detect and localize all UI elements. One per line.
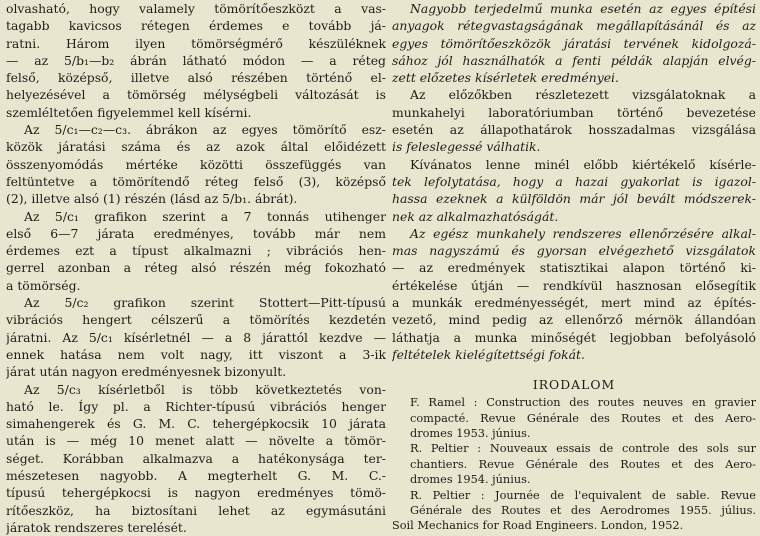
text-line: láthatja a munka minőségét legjobban befolyásoló [392, 329, 756, 345]
text-line: olvasható, hogy valamely tömörítőeszközt a vas- [6, 1, 386, 16]
text-line: zett előzetes kísérletek eredményei. [392, 70, 619, 86]
text-line: feltételek kielégítettségi fokát. [392, 346, 585, 362]
text-line: a munkák eredményességét, mert mind az építés- [392, 295, 756, 311]
reference-line: R. Peltier : Journée de l'equivalent de sable. Revue [410, 488, 756, 502]
reference-line: Générale des Routes et des Aerodromes 1955. július. [410, 503, 756, 517]
text-line: is feleslegessé válhatik. [392, 139, 541, 155]
text-line: séget. Korábban alkalmazva a hatékonysága ter- [6, 450, 386, 466]
text-line: felső, középső, illetve alsó részében történő el- [6, 70, 386, 86]
text-line: esetén az állapothatárok hosszadalmas vizsgálása [392, 122, 756, 138]
text-line: Az egész munkahely rendszeres ellenőrzésére alkal- [410, 225, 756, 241]
text-line: mas nagyszámú és gyorsan elvégezhető vizsgálatok [392, 243, 756, 259]
left-column [6, 0, 386, 536]
reference-line: compacté. Revue Générale des Routes et des Aero- [410, 411, 756, 425]
text-line: közök járatási száma és az azok által előidézett [6, 139, 386, 155]
text-line: első 6—7 járata eredményes, tovább már nem [6, 225, 386, 241]
text-line: tagabb kavicsos rétegen érdemes e tovább já- [6, 18, 386, 34]
text-line: egyes tömörítőeszközök járatási tervének kidolgozá- [392, 35, 756, 51]
text-line: — az 5/b₁—b₂ ábrán látható módon — a réteg [6, 52, 386, 68]
text-line: hassa ezeknek a külföldön már jól bevált módszerek- [392, 191, 756, 207]
text-line: Az 5/c₂ grafikon szerint Stottert—Pitt-típusú [24, 295, 386, 311]
text-line: ható le. Így pl. a Richter-típusú vibrációs henger [6, 398, 386, 414]
text-line: sához jól használhatók a fenti példák alapján elvég- [392, 52, 756, 68]
reference-line: Soil Mechanics for Road Engineers. London, 1952. [392, 519, 684, 533]
text-line: nek az alkalmazhatóságát. [392, 208, 559, 224]
text-line: járatni. Az 5/c₁ kísérletnél — a 8 járattól kezdve — [6, 329, 386, 345]
text-line: simahengerek és G. M. C. tehergépkocsik 10 járata [6, 416, 386, 432]
text-line: járatok rendszeres terelését. [6, 519, 187, 535]
text-line: járat után nagyon eredményesnek bizonyult. [6, 364, 287, 380]
text-line: (2), illetve alsó (1) részén (lásd az 5/b₁. ábrát). [6, 191, 298, 207]
reference-line: dromes 1954. június. [410, 473, 531, 487]
right-column [392, 0, 756, 534]
text-line: típusú tehergépkocsi is nagyon eredményes tömö- [6, 485, 386, 501]
text-line: mészetesen nagyobb. A megterhelt G. M. C.- [6, 468, 386, 484]
text-line: rítőeszköz, ha biztosítani lehet az egymásutáni [6, 502, 386, 518]
text-line: feltüntetve a tömörítendő réteg felső (3), középső [6, 173, 386, 189]
text-line: gerrel azonban a réteg alsó részén még fokozható [6, 260, 386, 276]
text-line: vezető, mind pedig az ellenőrző mérnök állandóan [392, 312, 756, 328]
text-line: munkahelyi laboratóriumban történő bevezetése [392, 104, 756, 120]
text-line: értékelése útján — rendkívül hasznosan elősegítik [392, 277, 756, 293]
right-column-body [392, 0, 756, 363]
text-line: Az 5/c₁ grafikon szerint a 7 tonnás utihenger [24, 208, 386, 224]
text-line: szemléltetően figyelemmel kell kísérni. [6, 104, 252, 120]
reference-line: F. Ramel : Construction des routes neuves en gravier [410, 396, 756, 410]
references-list [392, 395, 756, 534]
text-line: Kívánatos lenne minél előbb kiértékelő kísérle- [410, 156, 756, 172]
text-line: Az 5/c₁—c₂—c₃. ábrákon az egyes tömörítő esz- [24, 122, 386, 138]
text-line: Az 5/c₃ kísérletből is több következtetés von- [24, 381, 386, 397]
reference-line: dromes 1953. június. [410, 427, 531, 441]
text-line: után is — még 10 menet alatt — növelte a tömör- [6, 433, 386, 449]
text-line: összenyomódás mértéke közötti összefüggés van [6, 156, 386, 172]
text-line: tek lefolytatása, hogy a hazai gyakorlat is igazol- [392, 173, 756, 189]
text-line: a tömörség. [6, 277, 81, 293]
text-line: ratni. Három ilyen tömörségmérő készüléknek [6, 35, 386, 51]
text-line: — az eredmények statisztikai alapon történő ki- [392, 260, 756, 276]
text-line: Nagyobb terjedelmű munka esetén az egyes építési [410, 1, 756, 16]
reference-line: chantiers. Revue Générale des Routes et des Aero- [410, 457, 756, 471]
references-heading: IRODALOM [532, 377, 616, 393]
text-line: helyezésével a tömörség mélységbeli változását is [6, 87, 386, 103]
text-line: Az előzőkben részletezett vizsgálatoknak a [410, 87, 756, 103]
reference-line: R. Peltier : Nouveaux essais de controle des sols sur [410, 442, 756, 456]
text-line: vibrációs hengert célszerű a tömörítés kezdetén [6, 312, 386, 328]
text-line: ennek hatása nem volt nagy, itt viszont a 3-ik [6, 346, 386, 362]
text-line: anyagok rétegvastagságának megállapításánál és az [392, 18, 756, 34]
text-line: érdemes ezt a típust alkalmazni ; vibrációs hen- [6, 243, 386, 259]
